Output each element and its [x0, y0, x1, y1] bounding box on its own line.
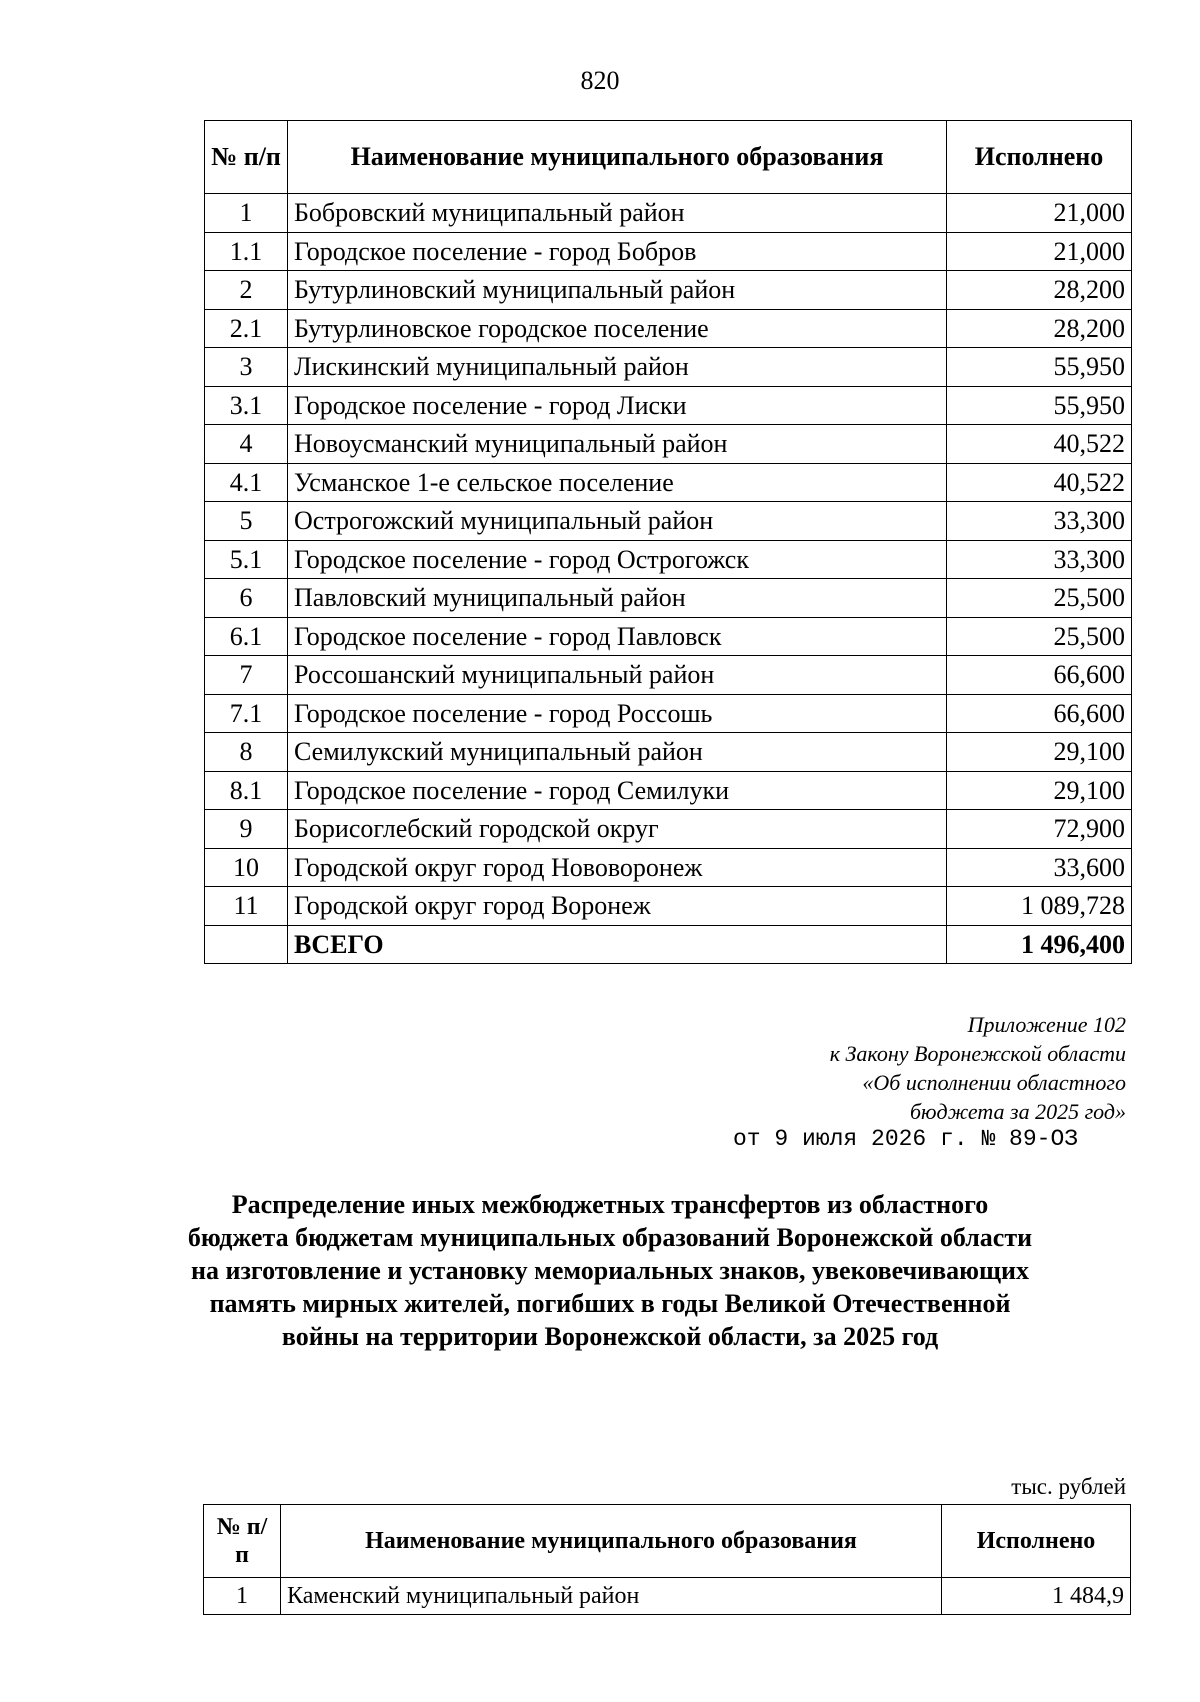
table-row — [205, 617, 1132, 656]
table-header-row — [205, 121, 1132, 194]
row-name: Бутурлиновское городское поселение — [288, 309, 947, 348]
row-number: 6 — [205, 579, 288, 618]
table-body — [205, 194, 1132, 964]
row-number: 10 — [205, 848, 288, 887]
row-number: 4.1 — [205, 463, 288, 502]
row-name: Городское поселение - город Бобров — [288, 232, 947, 271]
row-value: 29,100 — [947, 733, 1132, 772]
law-date-stamp: от 9 июля 2026 г. № 89-ОЗ — [733, 1126, 1079, 1152]
row-value: 33,300 — [947, 502, 1132, 541]
row-value: 72,900 — [947, 810, 1132, 849]
row-number: 7 — [205, 656, 288, 695]
row-value: 25,500 — [947, 579, 1132, 618]
table-row — [205, 733, 1132, 772]
row-number: 5.1 — [205, 540, 288, 579]
row-name: Павловский муниципальный район — [288, 579, 947, 618]
row-number: 1 — [204, 1578, 281, 1615]
row-value: 40,522 — [947, 425, 1132, 464]
row-name: Бобровский муниципальный район — [288, 194, 947, 233]
row-value: 66,600 — [947, 656, 1132, 695]
table-row — [205, 194, 1132, 233]
row-name: Городской округ город Воронеж — [288, 887, 947, 926]
row-name: Россошанский муниципальный район — [288, 656, 947, 695]
table-header-row — [204, 1505, 1131, 1578]
row-name: Острогожский муниципальный район — [288, 502, 947, 541]
row-name: Городское поселение - город Острогожск — [288, 540, 947, 579]
table-row — [205, 694, 1132, 733]
appendix-line: «Об исполнении областного — [862, 1070, 1126, 1095]
table-body — [204, 1578, 1131, 1615]
row-value: 21,000 — [947, 194, 1132, 233]
row-number: 1 — [205, 194, 288, 233]
row-value: 1 484,9 — [942, 1578, 1131, 1615]
row-value: 21,000 — [947, 232, 1132, 271]
row-name: Городской округ город Нововоронеж — [288, 848, 947, 887]
table-row — [205, 540, 1132, 579]
unit-label: тыс. рублей — [1011, 1474, 1126, 1499]
row-value: 55,950 — [947, 348, 1132, 387]
row-name: Городское поселение - город Лиски — [288, 386, 947, 425]
row-name: Бутурлиновский муниципальный район — [288, 271, 947, 310]
row-name: Городское поселение - город Россошь — [288, 694, 947, 733]
row-number: 7.1 — [205, 694, 288, 733]
row-number: 1.1 — [205, 232, 288, 271]
table-row — [204, 1578, 1131, 1615]
table-row — [205, 579, 1132, 618]
table-row — [205, 656, 1132, 695]
row-name: Каменский муниципальный район — [281, 1578, 942, 1615]
row-value: 66,600 — [947, 694, 1132, 733]
row-name: Усманское 1-е сельское поселение — [288, 463, 947, 502]
row-number: 4 — [205, 425, 288, 464]
row-name: Семилукский муниципальный район — [288, 733, 947, 772]
table-row — [205, 887, 1132, 926]
row-value: 33,600 — [947, 848, 1132, 887]
row-value: 28,200 — [947, 271, 1132, 310]
row-name: Лискинский муниципальный район — [288, 348, 947, 387]
table-row — [205, 309, 1132, 348]
row-name: Новоусманский муниципальный район — [288, 425, 947, 464]
row-number: 2.1 — [205, 309, 288, 348]
table-row — [205, 386, 1132, 425]
appendix-note — [626, 1010, 1126, 1126]
table-row — [205, 232, 1132, 271]
row-value: 29,100 — [947, 771, 1132, 810]
table-row — [205, 348, 1132, 387]
row-number: 2 — [205, 271, 288, 310]
row-number: 9 — [205, 810, 288, 849]
page-number: 820 — [580, 66, 620, 95]
row-number: 3.1 — [205, 386, 288, 425]
row-value: 25,500 — [947, 617, 1132, 656]
table-row — [205, 271, 1132, 310]
table-row — [205, 463, 1132, 502]
transfers-table-2 — [203, 1504, 1131, 1615]
row-value: 33,300 — [947, 540, 1132, 579]
header-number: № п/п — [204, 1505, 281, 1578]
total-row — [205, 925, 1132, 964]
appendix-line: к Закону Воронежской области — [829, 1041, 1126, 1066]
table-row — [205, 502, 1132, 541]
header-name: Наименование муниципального образования — [288, 121, 947, 194]
row-number: 3 — [205, 348, 288, 387]
row-number: 8.1 — [205, 771, 288, 810]
header-number: № п/п — [205, 121, 288, 194]
total-label: ВСЕГО — [288, 925, 947, 964]
appendix-line: бюджета за 2025 год» — [909, 1099, 1126, 1124]
transfers-table-1 — [204, 120, 1132, 964]
table-row — [205, 425, 1132, 464]
row-value: 1 089,728 — [947, 887, 1132, 926]
total-number — [205, 925, 288, 964]
appendix-line: Приложение 102 — [967, 1012, 1126, 1037]
header-value: Исполнено — [947, 121, 1132, 194]
row-number: 11 — [205, 887, 288, 926]
row-name: Борисоглебский городской округ — [288, 810, 947, 849]
row-number: 6.1 — [205, 617, 288, 656]
row-name: Городское поселение - город Семилуки — [288, 771, 947, 810]
document-title: Распределение иных межбюджетных трансфертов из областного бюджета бюджетам муниципальных образований Воронежской области на изготовление и установку мемориальных знаков, увековечивающих память мирных жителей, погибших в годы Великой Отечественной войны на территории Воронежской области, за 2025 год — [187, 1190, 1033, 1351]
row-value: 55,950 — [947, 386, 1132, 425]
row-name: Городское поселение - город Павловск — [288, 617, 947, 656]
total-value: 1 496,400 — [947, 925, 1132, 964]
row-number: 5 — [205, 502, 288, 541]
row-number: 8 — [205, 733, 288, 772]
table-row — [205, 771, 1132, 810]
header-value: Исполнено — [942, 1505, 1131, 1578]
table-row — [205, 848, 1132, 887]
row-value: 28,200 — [947, 309, 1132, 348]
table-row — [205, 810, 1132, 849]
header-name: Наименование муниципального образования — [281, 1505, 942, 1578]
row-value: 40,522 — [947, 463, 1132, 502]
